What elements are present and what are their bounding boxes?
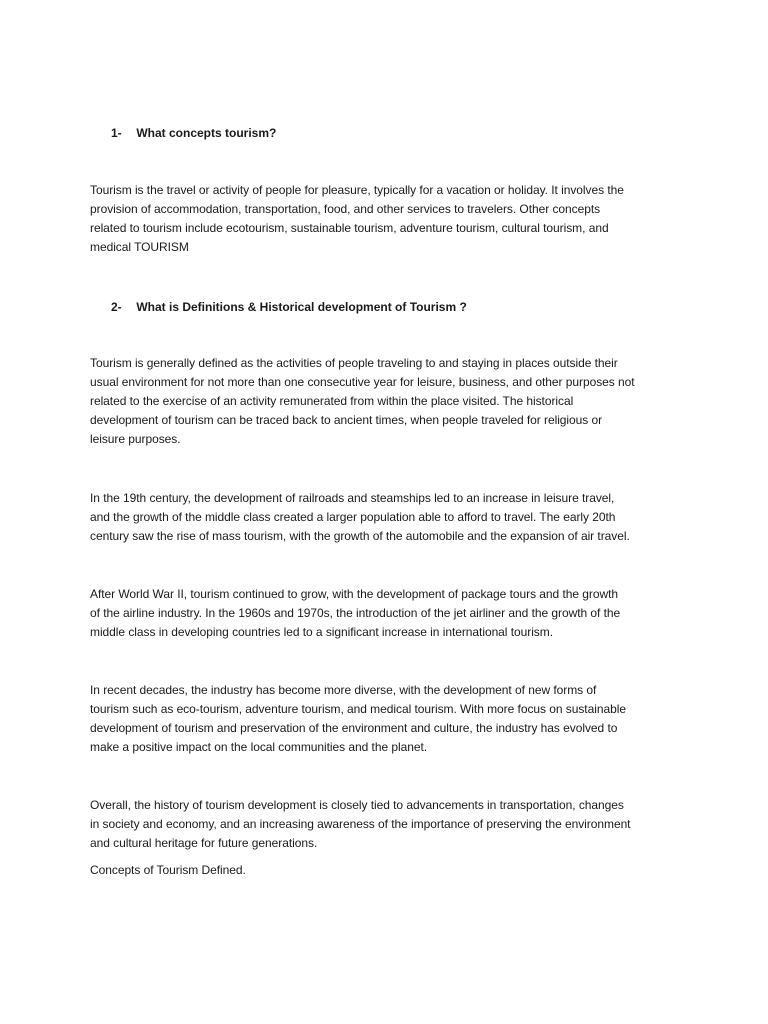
paragraph-line: in society and economy, and an increasing awareness of the importance of preserving the environment: [90, 817, 631, 831]
heading-definitions-historical-development: [111, 298, 467, 317]
paragraph-tourism-concepts: [90, 181, 690, 257]
paragraph-line: Concepts of Tourism Defined.: [90, 863, 246, 877]
paragraph-line: related to tourism include ecotourism, sustainable tourism, adventure tourism, cultural tourism, and: [90, 221, 609, 235]
paragraph-after-world-war: [90, 585, 690, 642]
paragraph-line: provision of accommodation, transportation, food, and other services to travelers. Other concepts: [90, 202, 601, 216]
paragraph-line: Tourism is generally defined as the activities of people traveling to and staying in places outside their: [90, 356, 618, 370]
paragraph-line: In recent decades, the industry has become more diverse, with the development of new forms of: [90, 683, 597, 697]
paragraph-line: leisure purposes.: [90, 432, 181, 446]
paragraph-line: usual environment for not more than one consecutive year for leisure, business, and other purposes not: [90, 375, 635, 389]
paragraph-line: tourism such as eco-tourism, adventure tourism, and medical tourism. With more focus on sustainable: [90, 702, 626, 716]
paragraph-line: Overall, the history of tourism development is closely tied to advancements in transportation, changes: [90, 798, 624, 812]
paragraph-concepts-defined: [90, 861, 690, 880]
paragraph-line: Tourism is the travel or activity of people for pleasure, typically for a vacation or holiday. It involves the: [90, 183, 624, 197]
paragraph-line: After World War II, tourism continued to grow, with the development of package tours and the growth: [90, 587, 618, 601]
paragraph-line: of the airline industry. In the 1960s and 1970s, the introduction of the jet airliner and the growth of the: [90, 606, 621, 620]
paragraph-line: related to the exercise of an activity remunerated from within the place visited. The historical: [90, 394, 574, 408]
paragraph-line: development of tourism and preservation of the environment and culture, the industry has evolved to: [90, 721, 618, 735]
paragraph-recent-decades: [90, 681, 690, 757]
paragraph-line: make a positive impact on the local communities and the planet.: [90, 740, 428, 754]
paragraph-tourism-definition: [90, 354, 690, 449]
paragraph-line: middle class in developing countries led to a significant increase in international tourism.: [90, 625, 553, 639]
heading-number: 1-: [111, 126, 122, 140]
heading-what-concepts-tourism: [111, 124, 276, 143]
heading-number: 2-: [111, 300, 122, 314]
paragraph-19th-century: [90, 489, 690, 546]
heading-text: What concepts tourism?: [136, 126, 277, 140]
paragraph-line: medical TOURISM: [90, 240, 189, 254]
paragraph-overall-history: [90, 796, 690, 853]
paragraph-line: development of tourism can be traced back to ancient times, when people traveled for religious or: [90, 413, 603, 427]
paragraph-line: In the 19th century, the development of railroads and steamships led to an increase in leisure travel,: [90, 491, 615, 505]
paragraph-line: and cultural heritage for future generations.: [90, 836, 318, 850]
paragraph-line: and the growth of the middle class created a larger population able to afford to travel. The early 20th: [90, 510, 616, 524]
paragraph-line: century saw the rise of mass tourism, with the growth of the automobile and the expansion of air travel.: [90, 529, 630, 543]
heading-text: What is Definitions & Historical development of Tourism ?: [136, 300, 467, 314]
